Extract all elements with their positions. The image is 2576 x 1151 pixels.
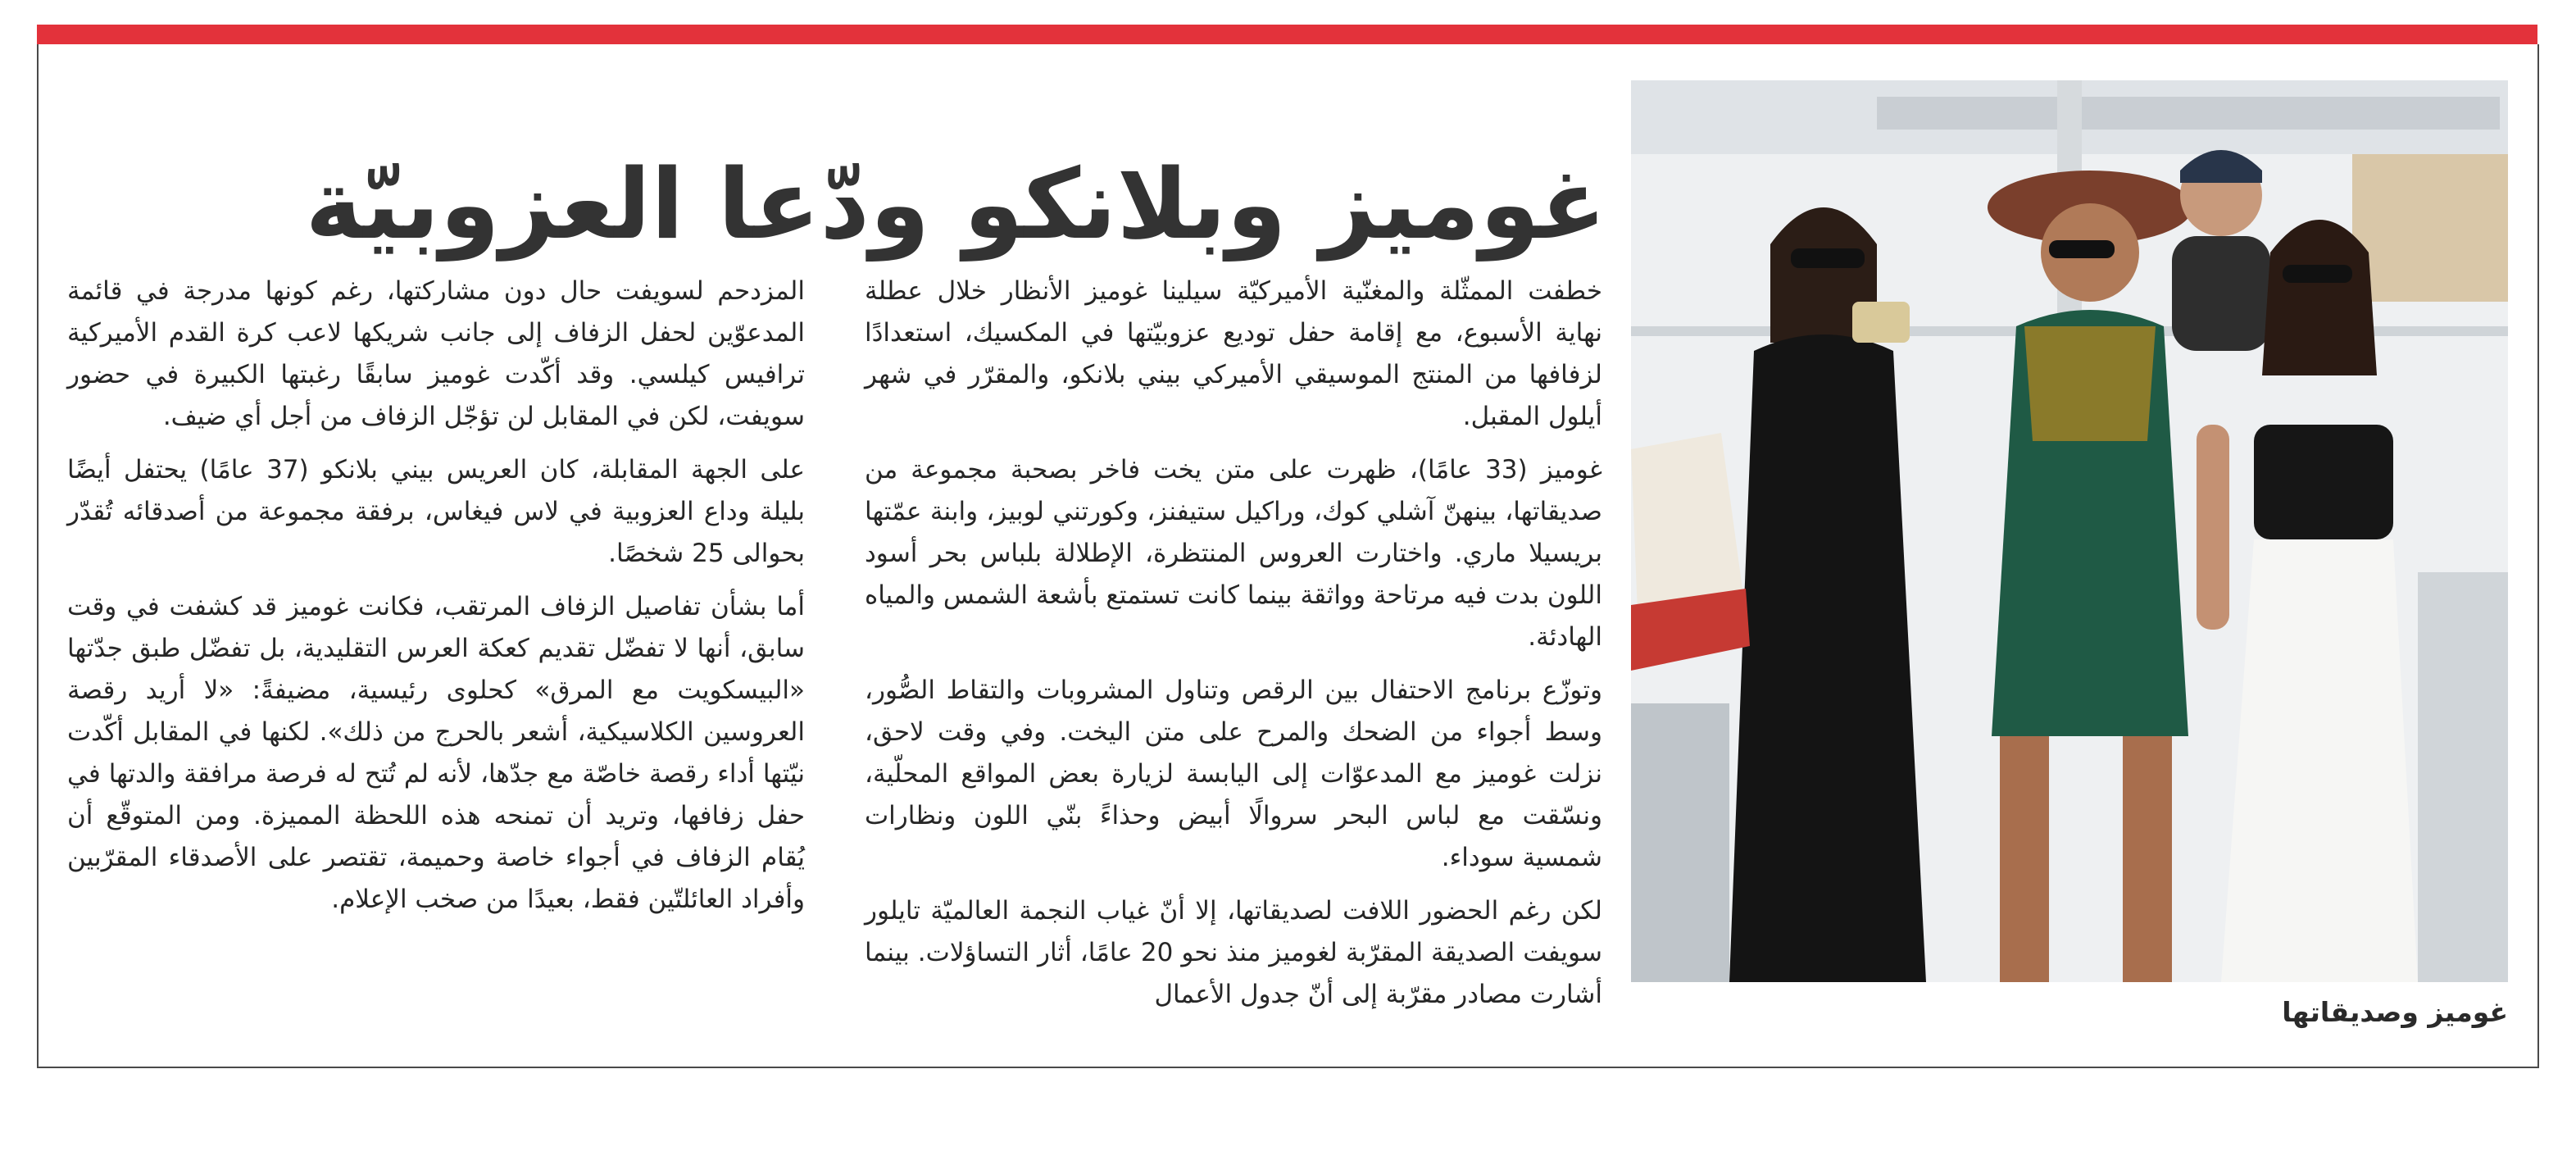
article-photo[interactable] (1631, 80, 2508, 982)
photo-caption: غوميز وصديقاتها (2282, 996, 2508, 1028)
paragraph: خطفت الممثّلة والمغنّية الأميركيّة سيلينا غوميز الأنظار خلال عطلة نهاية الأسبوع، مع إقامة حفل توديع عزوبيّتها في المكسيك، استعدادًا لزفافها من المنتج الموسيقي الأميركي بيني بلانكو، والمقرّر في شهر أيلول المقبل. (865, 276, 1602, 431)
paragraph: أما بشأن تفاصيل الزفاف المرتقب، فكانت غوميز قد كشفت في وقت سابق، أنها لا تفضّل تقديم كعكة العرس التقليدية، بل تفضّل طبق جدّتها «البيسكويت مع المرق» كحلوى رئيسية، مضيفةً: «لا أريد رقصة العروسين الكلاسيكية، أشعر بالحرج من ذلك». لكنها في المقابل أكّدت نيّتها أداء رقصة خاصّة مع جدّها، لأنه لم تُتح له فرصة مرافقة والدتها في حفل زفافها، وتريد أن تمنحه هذه اللحظة المميزة. ومن المتوقّع أن يُقام الزفاف في أجواء خاصة وحميمة، تقتصر على الأصدقاء المقرّبين وأفراد العائلتّين فقط، بعيدًا من صخب الإعلام. (67, 592, 805, 914)
top-accent-bar (37, 25, 2537, 44)
article-headline: غوميز وبلانكو ودّعا العزوبيّة (305, 148, 1606, 262)
paragraph: وتوزّع برنامج الاحتفال بين الرقص وتناول المشروبات والتقاط الصُّور، وسط أجواء من الضحك والمرح على متن اليخت. وفي وقت لاحق، نزلت غوميز مع المدعوّات إلى اليابسة لزيارة بعض المواقع المحلّية، ونسّقت مع لباس البحر سروالًا أبيض وحذاءً بنّي اللون ونظارات شمسية سوداء. (865, 676, 1602, 872)
paragraph: المزدحم لسويفت حال دون مشاركتها، رغم كونها مدرجة في قائمة المدعوّين لحفل الزفاف إلى جانب شريكها لاعب كرة القدم الأميركية ترافيس كيلسي. وقد أكّدت غوميز سابقًا رغبتها الكبيرة في حضور سويفت، لكن في المقابل لن تؤجّل الزفاف من أجل أي ضيف. (67, 276, 805, 431)
article-column-left (67, 271, 805, 932)
paragraph: لكن رغم الحضور اللافت لصديقاتها، إلا أنّ غياب النجمة العالميّة تايلور سويفت الصديقة المقرّبة لغوميز منذ نحو 20 عامًا، أثار التساؤلات. بينما أشارت مصادر مقرّبة إلى أنّ جدول الأعمال (865, 896, 1602, 1009)
paragraph: غوميز (33 عامًا)، ظهرت على متن يخت فاخر بصحبة مجموعة من صديقاتها، بينهنّ آشلي كوك، وراكيل ستيفنز، وكورتني لوبيز، وابنة عمّتها بريسيلا ماري. واختارت العروس المنتظرة، الإطلالة بلباس بحر أسود اللون بدت فيه مرتاحة وواثقة بينما كانت تستمتع بأشعة الشمس والمياه الهادئة. (865, 455, 1602, 652)
paragraph: على الجهة المقابلة، كان العريس بيني بلانكو (37 عامًا) يحتفل أيضًا بليلة وداع العزوبية في لاس فيغاس، برفقة مجموعة من أصدقائه تُقدّر بحوالى 25 شخصًا. (67, 455, 806, 568)
article-column-right (865, 271, 1602, 1027)
